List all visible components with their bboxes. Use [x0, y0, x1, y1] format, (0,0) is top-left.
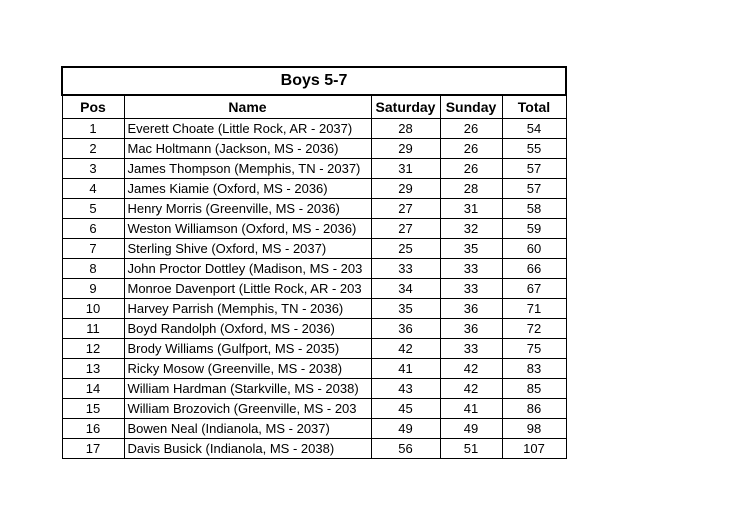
cell-pos: 7: [62, 239, 124, 259]
cell-name: Mac Holtmann (Jackson, MS - 2036): [124, 139, 371, 159]
header-name: Name: [124, 95, 371, 119]
cell-total: 59: [502, 219, 566, 239]
table-row: [62, 359, 566, 379]
table-row: [62, 399, 566, 419]
cell-pos: 2: [62, 139, 124, 159]
cell-saturday: 33: [371, 259, 440, 279]
cell-name: Bowen Neal (Indianola, MS - 2037): [124, 419, 371, 439]
cell-sunday: 33: [440, 339, 502, 359]
cell-pos: 1: [62, 119, 124, 139]
cell-total: 85: [502, 379, 566, 399]
cell-total: 86: [502, 399, 566, 419]
cell-sunday: 32: [440, 219, 502, 239]
cell-saturday: 36: [371, 319, 440, 339]
cell-saturday: 35: [371, 299, 440, 319]
cell-pos: 13: [62, 359, 124, 379]
table-row: [62, 159, 566, 179]
table-title: Boys 5-7: [62, 67, 566, 95]
header-pos: Pos: [62, 95, 124, 119]
cell-total: 55: [502, 139, 566, 159]
cell-sunday: 31: [440, 199, 502, 219]
cell-total: 58: [502, 199, 566, 219]
table-body: [62, 119, 566, 459]
table-row: [62, 239, 566, 259]
cell-name: Harvey Parrish (Memphis, TN - 2036): [124, 299, 371, 319]
cell-saturday: 34: [371, 279, 440, 299]
cell-saturday: 29: [371, 179, 440, 199]
cell-pos: 17: [62, 439, 124, 459]
cell-name: William Brozovich (Greenville, MS - 203: [124, 399, 371, 419]
table-row: [62, 299, 566, 319]
cell-saturday: 28: [371, 119, 440, 139]
cell-pos: 6: [62, 219, 124, 239]
cell-pos: 8: [62, 259, 124, 279]
cell-sunday: 28: [440, 179, 502, 199]
cell-name: Boyd Randolph (Oxford, MS - 2036): [124, 319, 371, 339]
cell-total: 57: [502, 159, 566, 179]
cell-total: 72: [502, 319, 566, 339]
cell-name: James Kiamie (Oxford, MS - 2036): [124, 179, 371, 199]
cell-name: Sterling Shive (Oxford, MS - 2037): [124, 239, 371, 259]
cell-saturday: 56: [371, 439, 440, 459]
cell-name: Henry Morris (Greenville, MS - 2036): [124, 199, 371, 219]
cell-saturday: 25: [371, 239, 440, 259]
table-row: [62, 259, 566, 279]
table-row: [62, 179, 566, 199]
cell-pos: 15: [62, 399, 124, 419]
cell-sunday: 26: [440, 159, 502, 179]
cell-name: Ricky Mosow (Greenville, MS - 2038): [124, 359, 371, 379]
cell-saturday: 31: [371, 159, 440, 179]
cell-name: Everett Choate (Little Rock, AR - 2037): [124, 119, 371, 139]
cell-pos: 12: [62, 339, 124, 359]
cell-sunday: 35: [440, 239, 502, 259]
cell-sunday: 33: [440, 259, 502, 279]
cell-sunday: 36: [440, 319, 502, 339]
cell-name: John Proctor Dottley (Madison, MS - 203: [124, 259, 371, 279]
cell-name: Davis Busick (Indianola, MS - 2038): [124, 439, 371, 459]
cell-sunday: 51: [440, 439, 502, 459]
cell-pos: 3: [62, 159, 124, 179]
table-row: [62, 219, 566, 239]
table-row: [62, 139, 566, 159]
cell-pos: 5: [62, 199, 124, 219]
cell-sunday: 42: [440, 379, 502, 399]
results-table: [61, 66, 567, 459]
cell-saturday: 49: [371, 419, 440, 439]
cell-pos: 4: [62, 179, 124, 199]
cell-saturday: 29: [371, 139, 440, 159]
table-row: [62, 439, 566, 459]
cell-saturday: 43: [371, 379, 440, 399]
cell-total: 67: [502, 279, 566, 299]
cell-total: 75: [502, 339, 566, 359]
table-row: [62, 119, 566, 139]
cell-name: James Thompson (Memphis, TN - 2037): [124, 159, 371, 179]
header-total: Total: [502, 95, 566, 119]
cell-sunday: 33: [440, 279, 502, 299]
cell-total: 57: [502, 179, 566, 199]
cell-saturday: 41: [371, 359, 440, 379]
cell-total: 83: [502, 359, 566, 379]
cell-sunday: 49: [440, 419, 502, 439]
header-saturday: Saturday: [371, 95, 440, 119]
table-row: [62, 379, 566, 399]
cell-pos: 11: [62, 319, 124, 339]
cell-pos: 9: [62, 279, 124, 299]
table-row: [62, 419, 566, 439]
cell-saturday: 27: [371, 199, 440, 219]
table-row: [62, 199, 566, 219]
cell-name: Brody Williams (Gulfport, MS - 2035): [124, 339, 371, 359]
title-row: [62, 67, 566, 95]
cell-total: 107: [502, 439, 566, 459]
table-row: [62, 319, 566, 339]
cell-name: Weston Williamson (Oxford, MS - 2036): [124, 219, 371, 239]
header-sunday: Sunday: [440, 95, 502, 119]
cell-total: 66: [502, 259, 566, 279]
cell-saturday: 42: [371, 339, 440, 359]
cell-sunday: 26: [440, 119, 502, 139]
cell-sunday: 26: [440, 139, 502, 159]
cell-total: 98: [502, 419, 566, 439]
table-row: [62, 279, 566, 299]
cell-sunday: 36: [440, 299, 502, 319]
cell-pos: 16: [62, 419, 124, 439]
cell-name: William Hardman (Starkville, MS - 2038): [124, 379, 371, 399]
cell-sunday: 42: [440, 359, 502, 379]
cell-total: 60: [502, 239, 566, 259]
cell-saturday: 27: [371, 219, 440, 239]
cell-total: 54: [502, 119, 566, 139]
cell-pos: 10: [62, 299, 124, 319]
table-row: [62, 339, 566, 359]
cell-pos: 14: [62, 379, 124, 399]
cell-name: Monroe Davenport (Little Rock, AR - 203: [124, 279, 371, 299]
cell-sunday: 41: [440, 399, 502, 419]
cell-saturday: 45: [371, 399, 440, 419]
cell-total: 71: [502, 299, 566, 319]
header-row: [62, 95, 566, 119]
